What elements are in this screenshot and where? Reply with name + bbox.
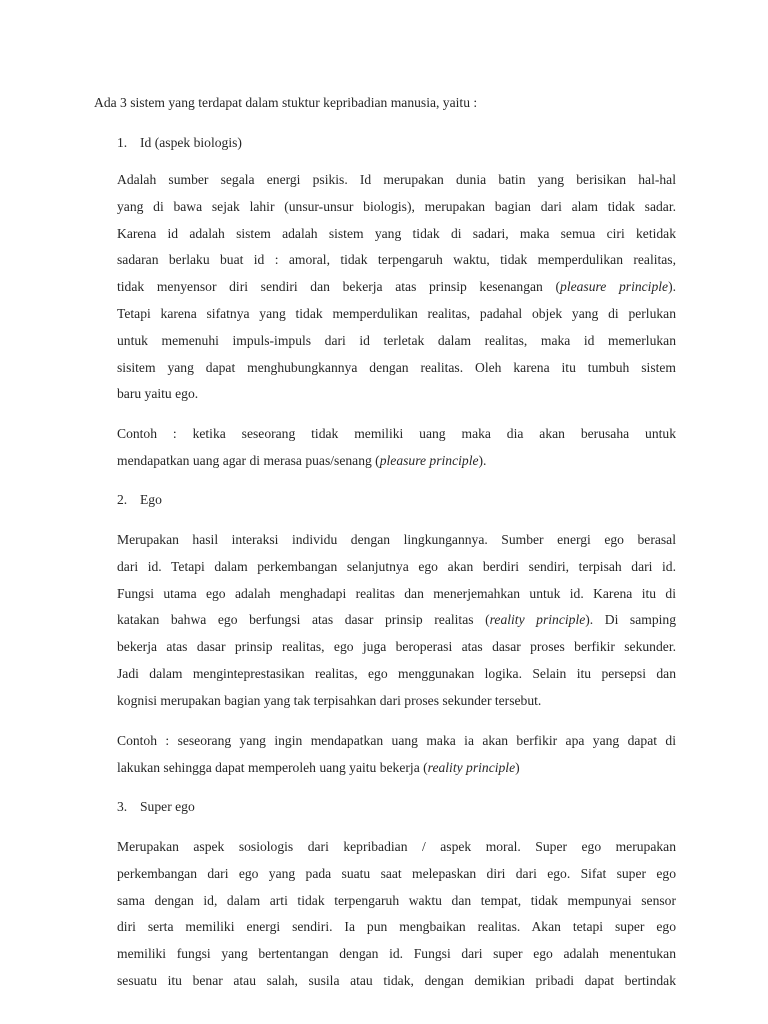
body-line: Adalah sumber segala energi psikis. Id merupakan dunia batin yang berisikan hal-hal	[117, 172, 676, 187]
section-2-heading	[117, 490, 617, 510]
section-2-title: Ego	[140, 492, 162, 507]
example-text: ).	[478, 452, 487, 468]
body-line: memiliki fungsi yang bertentangan dengan id. Fungsi dari super ego adalah menentukan	[117, 946, 676, 962]
section-1-title: Id (aspek biologis)	[140, 135, 242, 150]
section-3-heading	[117, 797, 617, 817]
example-line-with-italic	[117, 448, 676, 475]
example-line: Contoh : ketika seseorang tidak memiliki uang maka dia akan berusaha untuk	[117, 426, 676, 441]
section-1-example	[117, 421, 676, 475]
body-line: yang di bawa sejak lahir (unsur-unsur biologis), merupakan bagian dari alam tidak sadar.	[117, 198, 676, 214]
body-line: Merupakan aspek sosiologis dari kepribadian / aspek moral. Super ego merupakan	[117, 839, 676, 854]
italic-term: reality principle	[489, 612, 586, 628]
body-text: ).	[668, 279, 676, 295]
italic-term: pleasure principle	[560, 279, 669, 295]
body-line: baru yaitu ego.	[117, 386, 199, 402]
example-text: )	[515, 759, 520, 775]
body-line: sadaran berlaku buat id : amoral, tidak terpengaruh waktu, tidak memperdulikan realitas,	[117, 252, 676, 268]
body-line: kognisi merupakan bagian yang tak terpisahkan dari proses sekunder tersebut.	[117, 692, 542, 708]
body-line: Karena id adalah sistem adalah sistem yang tidak di sadari, maka semua ciri ketidak	[117, 225, 676, 241]
body-line: sisitem yang dapat menghubungkannya dengan realitas. Oleh karena itu tumbuh sistem	[117, 359, 676, 375]
body-line: Jadi dalam menginteprestasikan realitas, ego menggunakan logika. Selain itu persepsi dan	[117, 665, 676, 681]
body-line: untuk memenuhi impuls-impuls dari id terletak dalam realitas, maka id memerlukan	[117, 332, 676, 348]
body-text: tidak menyensor diri sendiri dan bekerja atas prinsip kesenangan (	[117, 279, 561, 295]
body-text: ). Di samping	[585, 612, 676, 628]
body-line: perkembangan dari ego yang pada suatu saat melepaskan diri dari ego. Sifat super ego	[117, 865, 676, 881]
body-text: katakan bahwa ego berfungsi atas dasar prinsip realitas (	[117, 612, 490, 628]
section-3-body	[117, 834, 676, 995]
section-2-number: 2.	[117, 492, 128, 507]
body-line: sesuatu itu benar atau salah, susila atau tidak, dengan demikian pribadi dapat bertindak	[117, 972, 676, 988]
section-1-heading	[117, 133, 617, 153]
body-line-with-italic	[117, 274, 676, 301]
body-line: sama dengan id, dalam arti tidak terpengaruh waktu dan tempat, tidak mempunyai sensor	[117, 892, 676, 908]
body-line: diri serta memiliki energi sendiri. Ia pun mengbaikan realitas. Akan tetapi super ego	[117, 919, 676, 935]
example-text: lakukan sehingga dapat memperoleh uang yaitu bekerja (	[117, 759, 428, 775]
example-line: Contoh : seseorang yang ingin mendapatkan uang maka ia akan berfikir apa yang dapat di	[117, 733, 676, 748]
body-line: Fungsi utama ego adalah menghadapi realitas dan menerjemahkan untuk id. Karena itu di	[117, 585, 676, 601]
section-1-number: 1.	[117, 135, 128, 150]
body-line-with-italic	[117, 607, 676, 634]
section-1-body	[117, 167, 676, 408]
example-text: mendapatkan uang agar di merasa puas/senang (	[117, 452, 380, 468]
section-2-body	[117, 527, 676, 715]
body-line: dari id. Tetapi dalam perkembangan selanjutnya ego akan berdiri sendiri, terpisah dari id.	[117, 558, 676, 574]
body-line: Merupakan hasil interaksi individu dengan lingkungannya. Sumber energi ego berasal	[117, 532, 676, 547]
body-line: Tetapi karena sifatnya yang tidak memperdulikan realitas, padahal objek yang di perlukan	[117, 305, 676, 321]
italic-term: reality principle	[427, 759, 516, 775]
example-line-with-italic	[117, 755, 676, 782]
section-3-number: 3.	[117, 799, 128, 814]
section-2-example	[117, 728, 676, 782]
intro-text: Ada 3 sistem yang terdapat dalam stuktur kepribadian manusia, yaitu :	[94, 95, 478, 110]
section-3-title: Super ego	[140, 799, 195, 814]
body-line: bekerja atas dasar prinsip realitas, ego juga beroperasi atas dasar proses berfikir sekunder.	[117, 639, 676, 655]
italic-term: pleasure principle	[379, 452, 479, 468]
